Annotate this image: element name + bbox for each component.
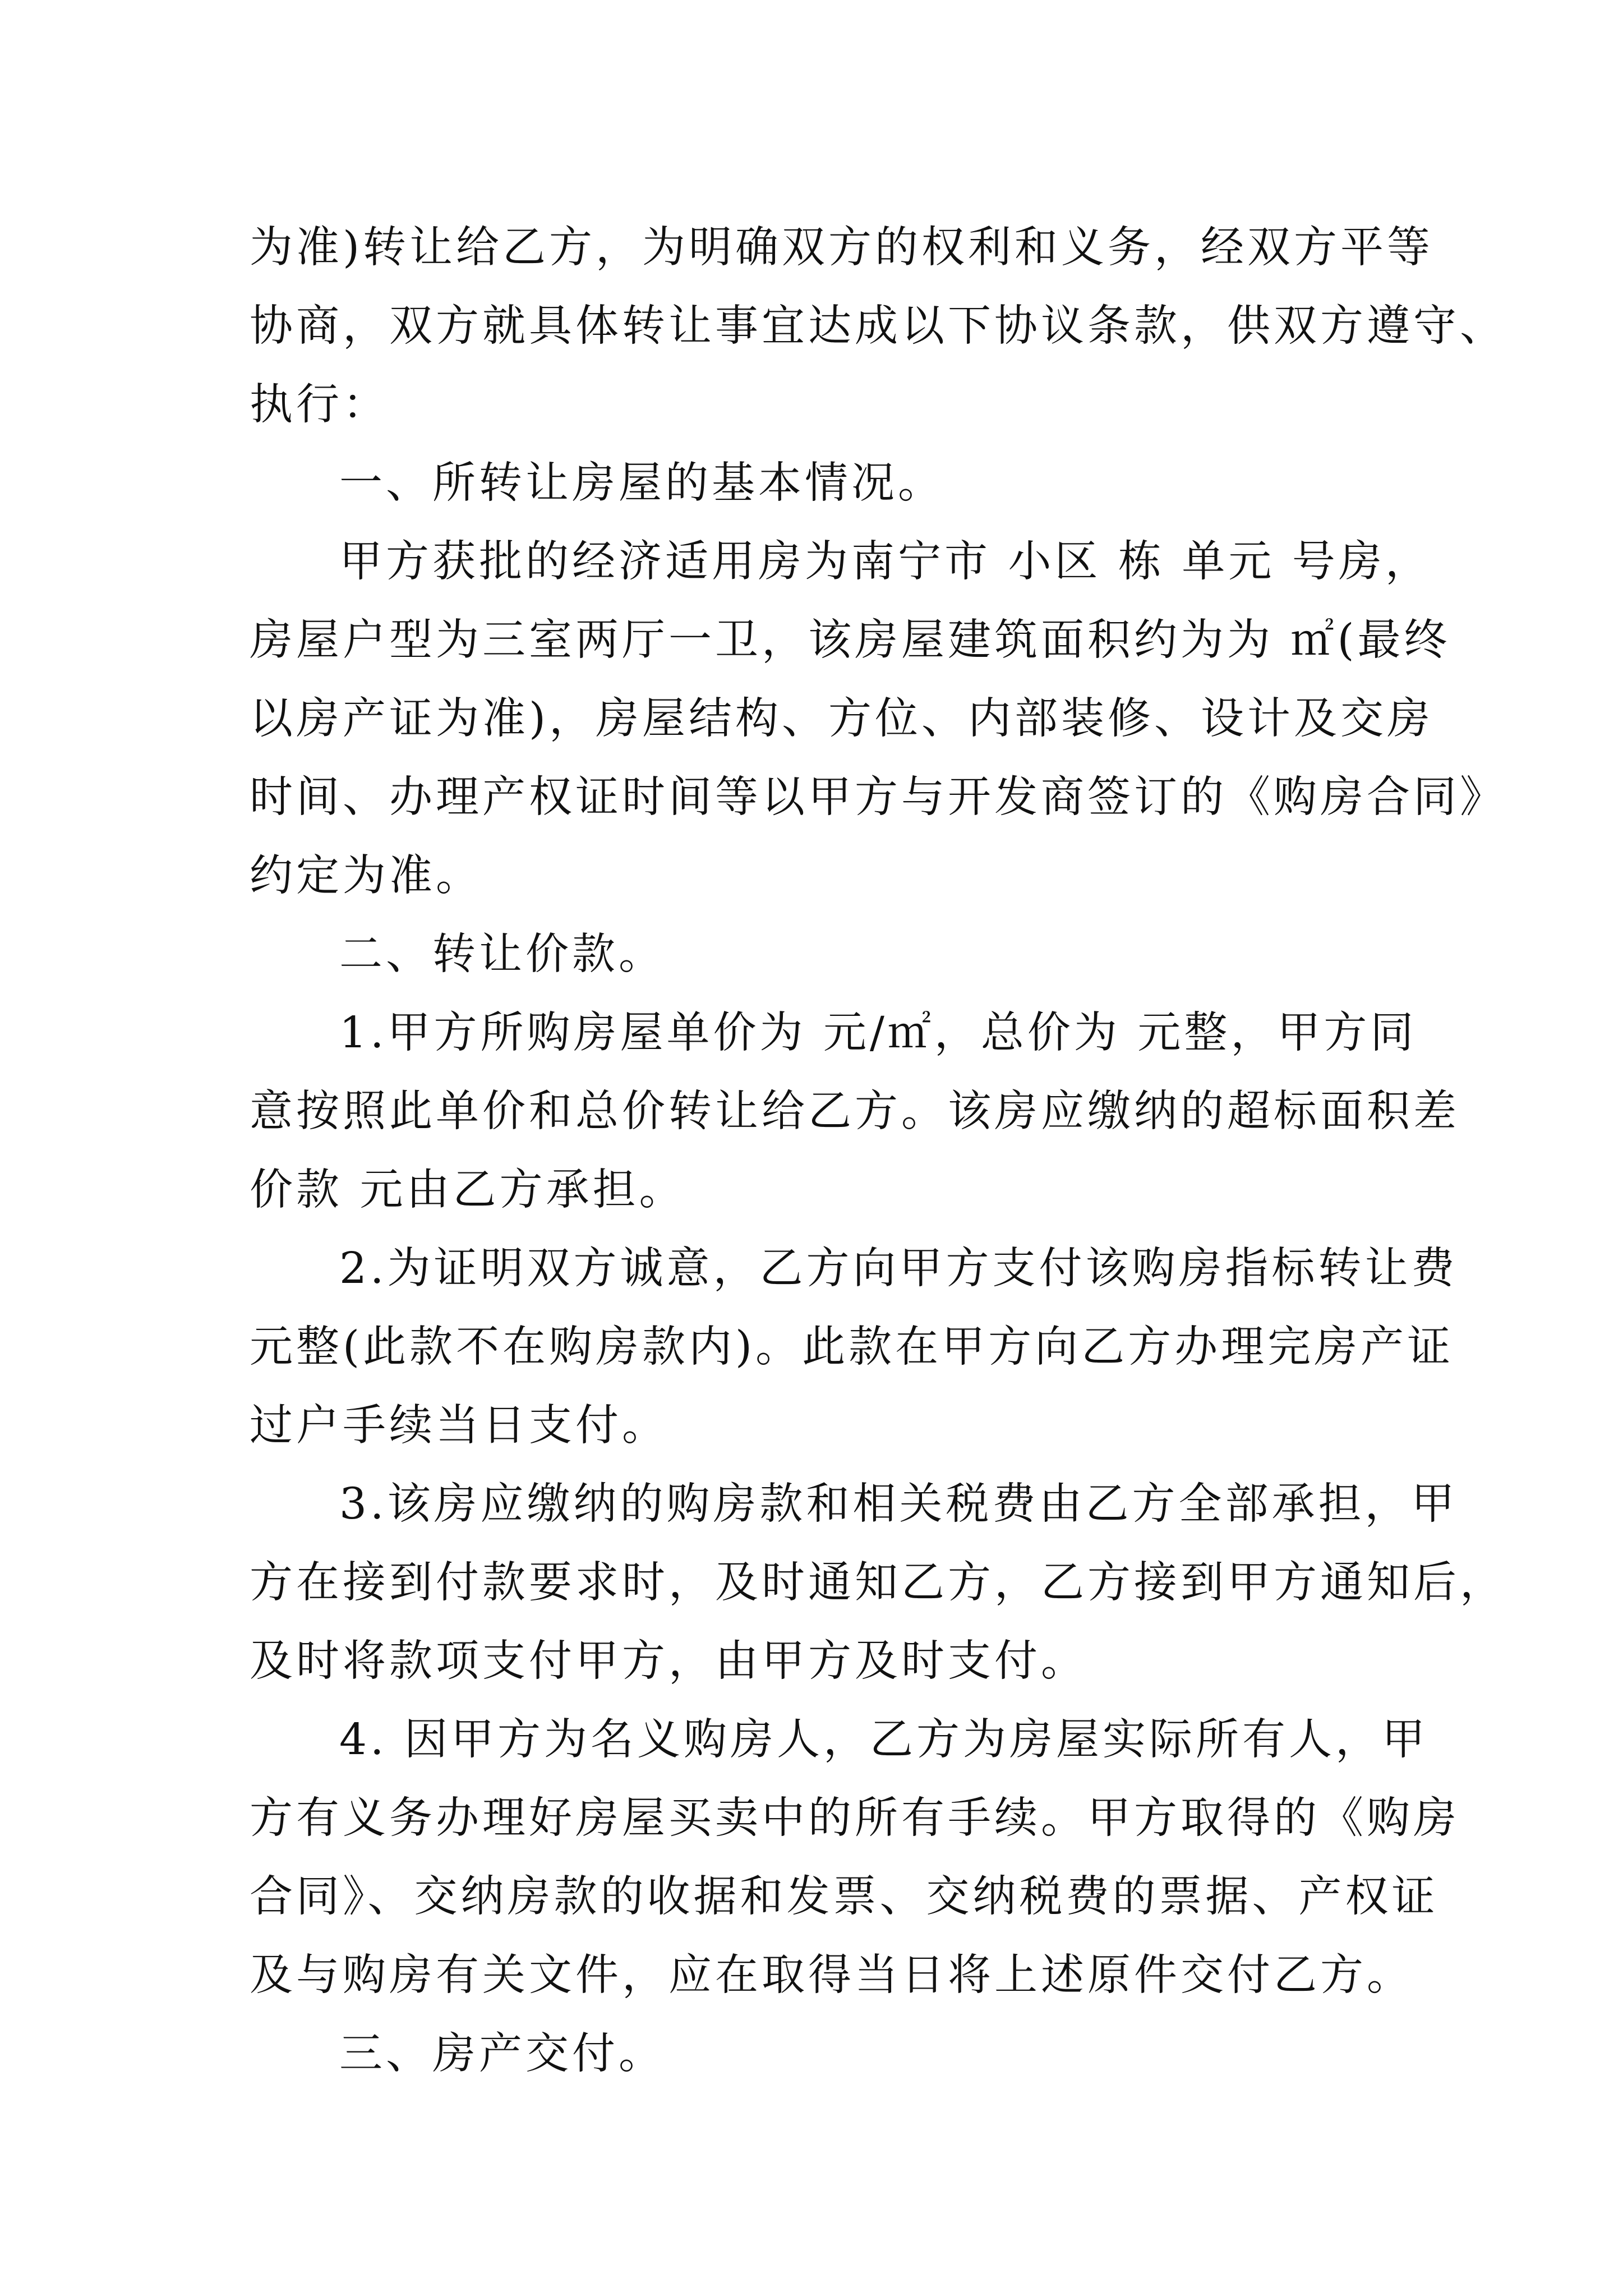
paragraph-line: 元整(此款不在购房款内)。此款在甲方向乙方办理完房产证	[250, 1322, 1454, 1372]
paragraph-line: 以房产证为准)，房屋结构、方位、内部装修、设计及交房	[250, 694, 1434, 744]
paragraph-line: 过户手续当日支付。	[250, 1401, 668, 1451]
paragraph-line: 协商，双方就具体转让事宜达成以下协议条款，供双方遵守、	[250, 301, 1506, 351]
paragraph-line: 4. 因甲方为名义购房人，乙方为房屋实际所有人，甲	[339, 1715, 1428, 1765]
paragraph-line: 及时将款项支付甲方，由甲方及时支付。	[250, 1636, 1087, 1686]
paragraph-line: 甲方获批的经济适用房为南宁市 小区 栋 单元 号房，	[339, 537, 1432, 587]
paragraph-line: 房屋户型为三室两厅一卫，该房屋建筑面积约为为 ㎡(最终	[250, 615, 1451, 665]
paragraph-line: 执行：	[250, 380, 389, 430]
paragraph-line: 方有义务办理好房屋买卖中的所有手续。甲方取得的《购房	[250, 1793, 1460, 1843]
paragraph-line: 方在接到付款要求时，及时通知乙方，乙方接到甲方通知后，	[250, 1558, 1506, 1608]
paragraph-line: 1.甲方所购房屋单价为 元/㎡，总价为 元整，甲方同	[339, 1008, 1417, 1058]
paragraph-line: 2.为证明双方诚意，乙方向甲方支付该购房指标转让费	[339, 1244, 1458, 1294]
paragraph-line: 约定为准。	[250, 851, 482, 901]
paragraph-line: 3.该房应缴纳的购房款和相关税费由乙方全部承担，甲	[339, 1479, 1458, 1529]
document-body	[250, 209, 1506, 2093]
paragraph-line: 价款 元由乙方承担。	[250, 1165, 686, 1215]
paragraph-line: 为准)转让给乙方，为明确双方的权利和义务，经双方平等	[250, 223, 1434, 273]
paragraph-line: 及与购房有关文件，应在取得当日将上述原件交付乙方。	[250, 1950, 1413, 2000]
section-heading-price: 二、转让价款。	[339, 930, 665, 979]
paragraph-line: 时间、办理产权证时间等以甲方与开发商签订的《购房合同》	[250, 772, 1506, 822]
section-heading-basic-info: 一、所转让房屋的基本情况。	[339, 458, 944, 508]
section-heading-delivery: 三、房产交付。	[339, 2029, 665, 2079]
paragraph-line: 合同》、交纳房款的收据和发票、交纳税费的票据、产权证	[250, 1872, 1438, 1922]
paragraph-line: 意按照此单价和总价转让给乙方。该房应缴纳的超标面积差	[250, 1087, 1460, 1137]
